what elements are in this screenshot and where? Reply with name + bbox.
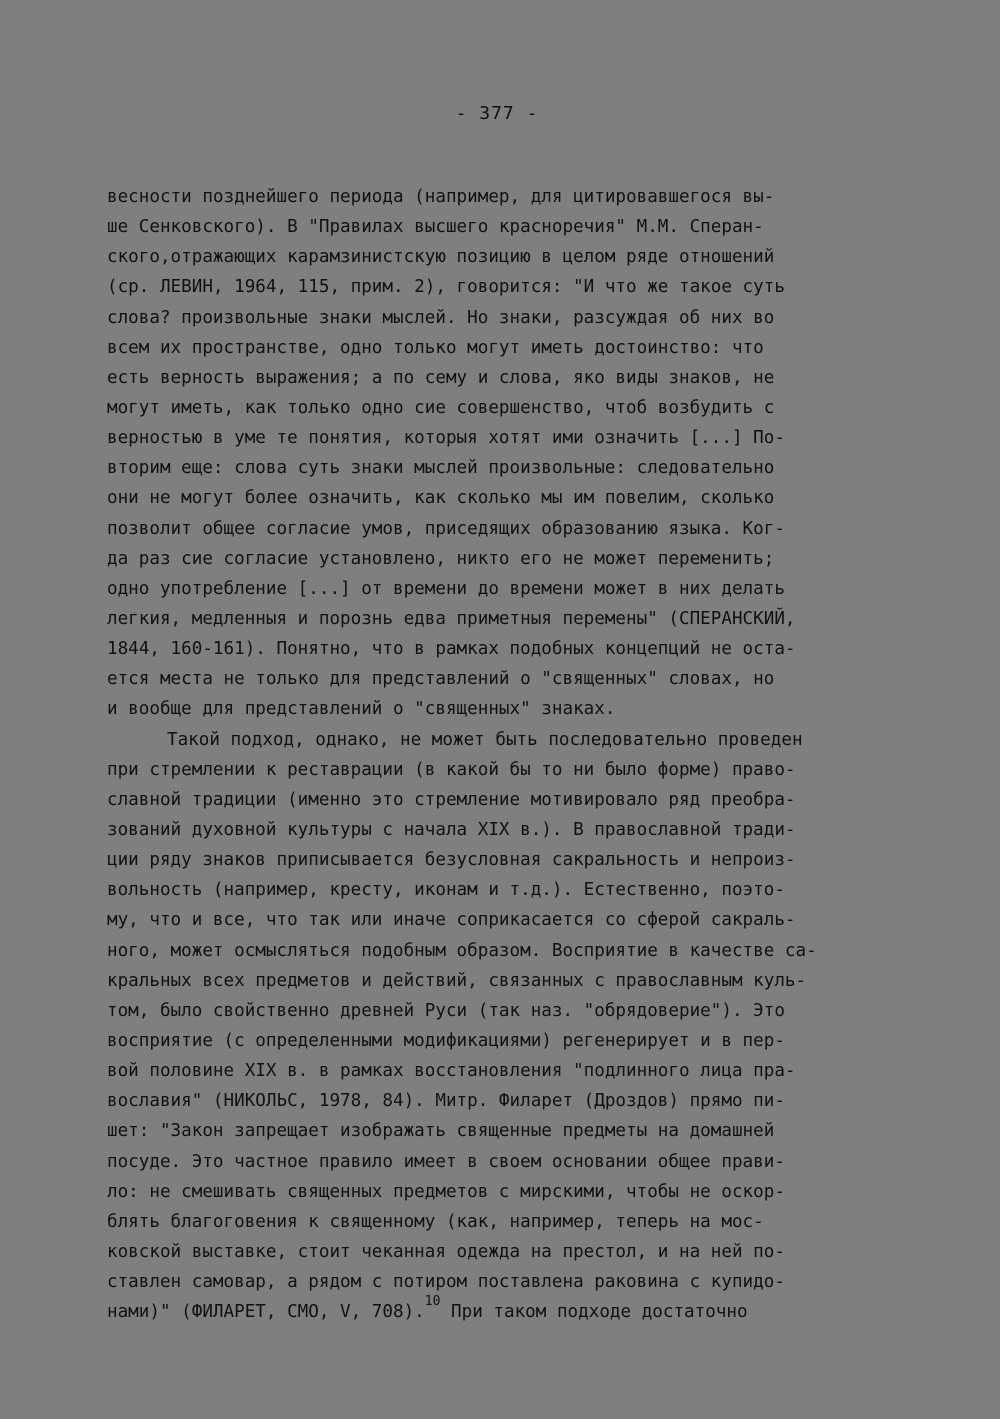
page-body-text — [107, 182, 817, 1327]
text-line: ше Сенковского). В "Правилах высшего красноречия" М.М. Сперан- — [107, 217, 764, 238]
text-line: шет: "Закон запрещает изображать священные предметы на домашней — [107, 1121, 775, 1142]
text-line: восприятие (с определенными модификациями) регенерирует и в пер- — [107, 1030, 785, 1051]
text-line: да раз сие согласие установлено, никто его не может переменить; — [107, 548, 775, 569]
text-line: верностью в уме те понятия, которыя хотят ими означить [...] По- — [107, 428, 785, 449]
text-line: ется места не только для представлений о "священных" словах, но — [107, 669, 775, 690]
text-line: ского,отражающих карамзинистскую позицию в целом ряде отношений — [107, 247, 775, 268]
text-line: слова? произвольные знаки мыслей. Но знаки, разсуждая об них во — [107, 307, 775, 328]
text-line: 1844, 160-161). Понятно, что в рамках подобных концепций не оста- — [107, 639, 796, 660]
last-line-end: При таком подходе достаточно — [440, 1302, 748, 1323]
text-line: му, что и все, что так или иначе соприкасается со сферой сакраль- — [107, 910, 796, 931]
text-line: блять благоговения к священному (как, например, теперь на мос- — [107, 1211, 764, 1232]
text-line: всем их пространстве, одно только могут иметь достоинство: что — [107, 337, 764, 358]
text-line: (ср. ЛЕВИН, 1964, 115, прим. 2), говорится: "И что же такое суть — [107, 277, 785, 298]
text-line: ного, может осмысляться подобным образом. Восприятие в качестве са- — [107, 940, 817, 961]
text-line: легкия, медленныя и порознь едва приметныя перемены" (СПЕРАНСКИЙ, — [107, 608, 796, 629]
text-line: ции ряду знаков приписывается безусловная сакральность и непроиз- — [107, 850, 796, 871]
last-line-start: нами)" (ФИЛАРЕТ, СМО, V, 708). — [107, 1302, 425, 1323]
text-line: вославия" (НИКОЛЬС, 1978, 84). Митр. Филарет (Дроздов) прямо пи- — [107, 1091, 785, 1112]
text-line: одно употребление [...] от времени до времени может в них делать — [107, 578, 785, 599]
text-line: и вообще для представлений о "священных" знаках. — [107, 699, 616, 720]
text-line: кральных всех предметов и действий, связанных с православным куль- — [107, 970, 807, 991]
text-line: ставлен самовар, а рядом с потиром поставлена раковина с купидо- — [107, 1272, 785, 1293]
text-line: при стремлении к реставрации (в какой бы то ни было форме) право- — [107, 759, 796, 780]
paragraph-first-line: Такой подход, однако, не может быть последовательно проведен — [167, 729, 803, 750]
footnote-marker: 10 — [424, 1294, 441, 1310]
page-number: - 377 - — [455, 103, 539, 124]
text-line: вторим еще: слова суть знаки мыслей произвольные: следовательно — [107, 458, 775, 479]
text-line: славной традиции (именно это стремление мотивировало ряд преобра- — [107, 789, 796, 810]
text-line: весности позднейшего периода (например, для цитировавшегося вы- — [107, 187, 775, 207]
last-text-line — [107, 1294, 817, 1327]
text-line: зований духовной культуры с начала XIX в.). В православной тради- — [107, 819, 796, 840]
text-line: вой половине XIX в. в рамках восстановления "подлинного лица пра- — [107, 1061, 796, 1082]
text-line: они не могут более означить, как сколько мы им повелим, сколько — [107, 488, 775, 509]
text-line: вольность (например, кресту, иконам и т.д.). Естественно, поэто- — [107, 880, 785, 901]
text-line: могут иметь, как только одно сие совершенство, чтоб возбудить с — [107, 397, 775, 418]
text-line: есть верность выражения; а по сему и слова, яко виды знаков, не — [107, 367, 775, 388]
text-line: посуде. Это частное правило имеет в своем основании общее прави- — [107, 1151, 785, 1172]
text-line: ло: не смешивать священных предметов с мирскими, чтобы не оскор- — [107, 1181, 785, 1202]
text-line: ковской выставке, стоит чеканная одежда на престол, и на ней по- — [107, 1241, 785, 1262]
text-line: позволит общее согласие умов, приседящих образованию языка. Ког- — [107, 518, 785, 539]
text-line: том, было свойственно древней Руси (так наз. "обрядоверие"). Это — [107, 1000, 785, 1021]
